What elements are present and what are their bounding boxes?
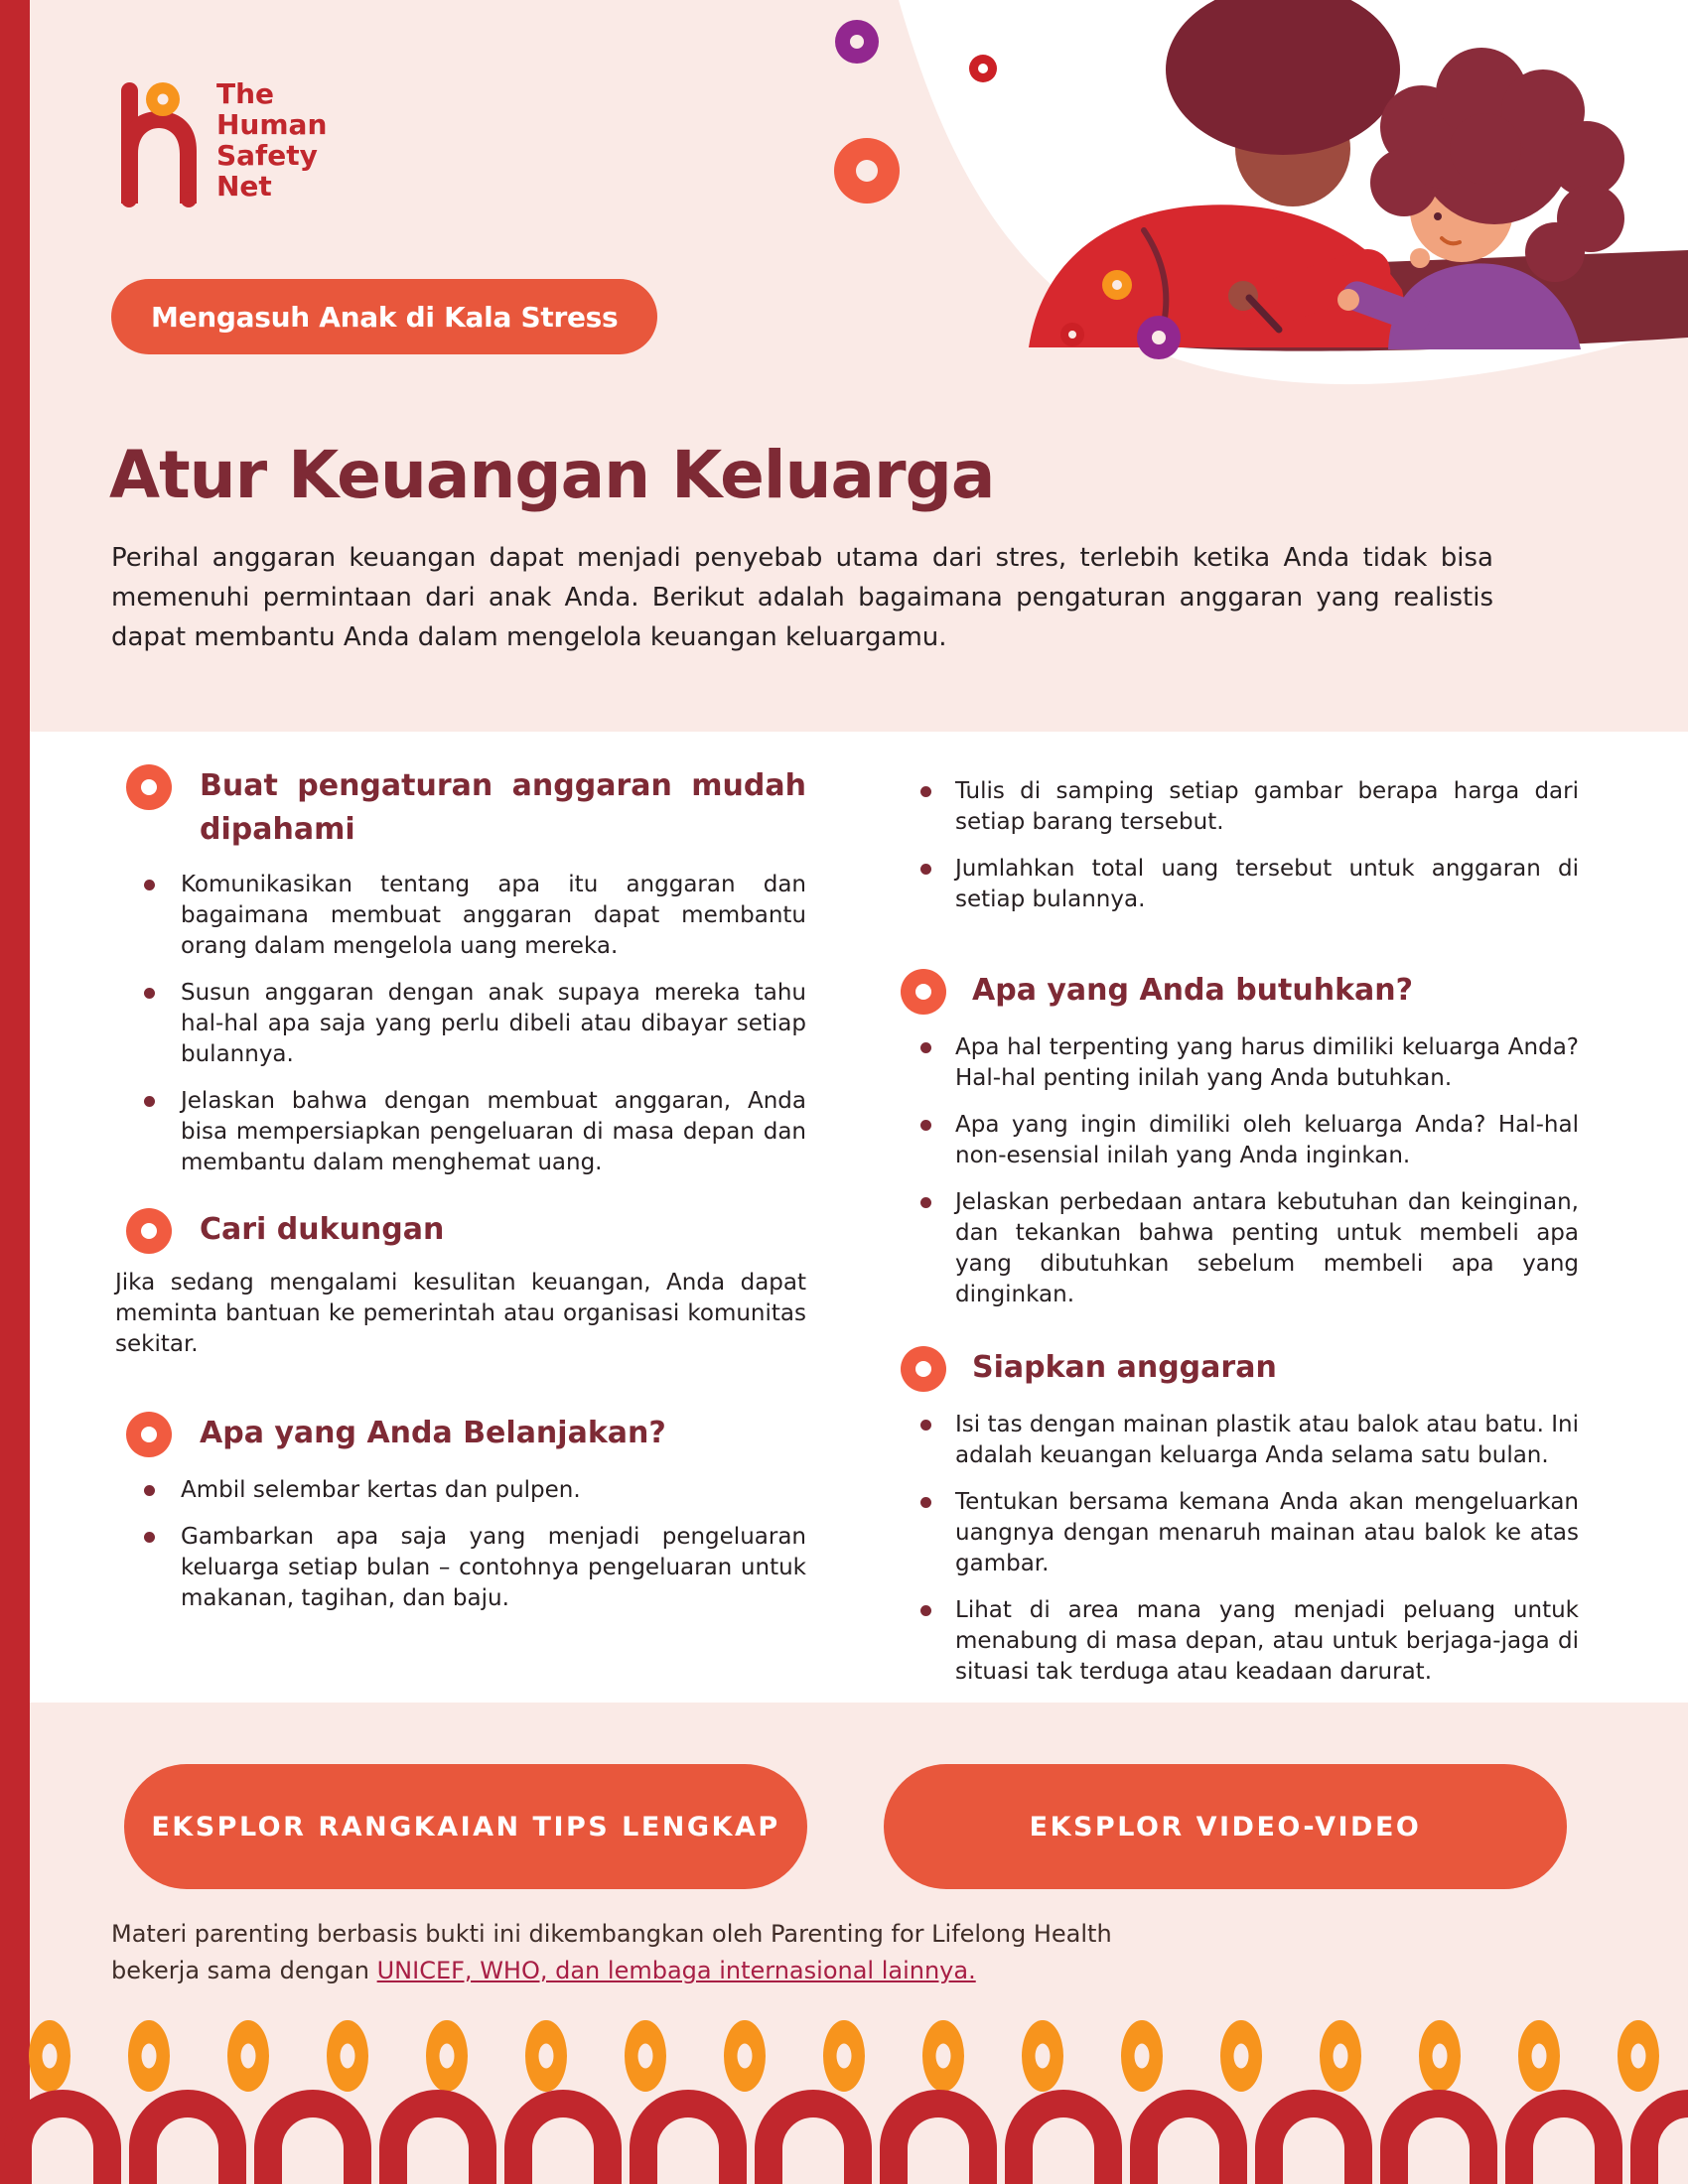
- topic-badge: Mengasuh Anak di Kala Stress: [111, 279, 657, 354]
- donut-bullet-icon: [126, 764, 172, 810]
- bullet-list: [894, 1410, 1579, 1688]
- bullet-item: Jelaskan bahwa dengan membuat anggaran, Anda bisa mempersiapkan pengeluaran di masa depan dan membantu dalam menghemat uang.: [111, 1086, 806, 1178]
- footer-line1: Materi parenting berbasis bukti ini dikembangkan oleh Parenting for Lifelong Health: [111, 1920, 1112, 1948]
- section-budget-easy: [111, 764, 806, 1178]
- explore-tips-button[interactable]: EKSPLOR RANGKAIAN TIPS LENGKAP: [124, 1764, 807, 1889]
- logo-line: Safety: [216, 139, 318, 172]
- section-header: [894, 969, 1579, 1015]
- hero-illustration: [596, 0, 1688, 417]
- logo-line: Human: [216, 108, 328, 141]
- bullet-item: Gambarkan apa saja yang menjadi pengeluaran keluarga setiap bulan – contohnya pengeluaran untuk makanan, tagihan, dan baju.: [111, 1522, 806, 1614]
- bullet-item: Tentukan bersama kemana Anda akan mengeluarkan uangnya dengan menaruh mainan atau balok ke atas gambar.: [894, 1487, 1579, 1579]
- logo-wordmark: [216, 78, 327, 202]
- bullet-item: Jelaskan perbedaan antara kebutuhan dan keinginan, dan tekankan bahwa penting untuk membeli apa yang dibutuhkan sebelum membeli apa yang dinginkan.: [894, 1187, 1579, 1310]
- donut-bullet-icon: [126, 1208, 172, 1254]
- section-heading: Siapkan anggaran: [972, 1350, 1277, 1385]
- section-what-you-spend: [111, 1412, 806, 1614]
- donut-bullet-icon: [126, 1412, 172, 1457]
- bullet-list: [894, 776, 1579, 915]
- section-header: [126, 1412, 806, 1457]
- footer-credit: [111, 1916, 1521, 1989]
- bullet-list: [111, 870, 806, 1178]
- explore-videos-button[interactable]: EKSPLOR VIDEO-VIDEO: [884, 1764, 1567, 1889]
- section-paragraph: Jika sedang mengalami kesulitan keuangan, Anda dapat meminta bantuan ke pemerintah atau organisasi komunitas sekitar.: [115, 1270, 806, 1357]
- section-heading: Apa yang Anda Belanjakan?: [200, 1416, 666, 1450]
- bullet-item: Susun anggaran dengan anak supaya mereka tahu hal-hal apa saja yang perlu dibeli atau dibayar setiap bulannya.: [111, 978, 806, 1070]
- bullet-item: Tulis di samping setiap gambar berapa harga dari setiap barang tersebut.: [894, 776, 1579, 838]
- left-column: [111, 764, 806, 1630]
- arch-row: [18, 2104, 1688, 2184]
- section-heading: Cari dukungan: [200, 1212, 445, 1247]
- bullet-item: Apa hal terpenting yang harus dimiliki keluarga Anda? Hal-hal penting inilah yang Anda butuhkan.: [894, 1032, 1579, 1094]
- section-heading: Buat pengaturan anggaran mudah dipahami: [200, 768, 806, 847]
- bullet-item: Apa yang ingin dimiliki oleh keluarga Anda? Hal-hal non-esensial inilah yang Anda inginkan.: [894, 1110, 1579, 1171]
- section-find-support: [111, 1208, 806, 1360]
- section-heading: Apa yang Anda butuhkan?: [972, 973, 1414, 1008]
- logo-line: The: [216, 77, 275, 110]
- bottom-border-decoration: [0, 2015, 1688, 2184]
- section-header: [894, 1346, 1579, 1392]
- right-column: [894, 776, 1579, 1704]
- logo-h-icon: [109, 74, 218, 213]
- donut-bullet-icon: [901, 969, 946, 1015]
- page-title: Atur Keuangan Keluarga: [109, 437, 995, 514]
- donut-row: [29, 2020, 1659, 2092]
- section-header: [126, 1208, 806, 1254]
- intro-paragraph: Perihal anggaran keuangan dapat menjadi penyebab utama dari stres, terlebih ketika Anda tidak bisa memenuhi permintaan dari anak Anda. Berikut adalah bagaimana pengaturan anggaran yang realistis dapat membantu Anda dalam mengelola keuangan keluargamu.: [111, 543, 1493, 652]
- bullet-list: [111, 1475, 806, 1614]
- logo-line: Net: [216, 170, 272, 203]
- section-what-you-need: [894, 969, 1579, 1310]
- bullet-item: Komunikasikan tentang apa itu anggaran dan bagaimana membuat anggaran dapat membantu orang dalam mengelola uang mereka.: [111, 870, 806, 962]
- bullet-item: Jumlahkan total uang tersebut untuk anggaran di setiap bulannya.: [894, 854, 1579, 915]
- footer-line2-prefix: bekerja sama dengan: [111, 1957, 377, 1984]
- footer-line2: [111, 1953, 1521, 1989]
- bullet-item: Lihat di area mana yang menjadi peluang untuk menabung di masa depan, atau untuk berjaga-jaga di situasi tak terduga atau keadaan darurat.: [894, 1595, 1579, 1688]
- donut-bullet-icon: [901, 1346, 946, 1392]
- logo: [109, 74, 427, 213]
- footer-partners-link[interactable]: UNICEF, WHO, dan lembaga internasional lainnya.: [376, 1957, 976, 1984]
- bullet-list: [894, 1032, 1579, 1310]
- section-prepare-budget: [894, 1346, 1579, 1688]
- section-header: [126, 764, 806, 852]
- left-accent-bar: [0, 0, 30, 2184]
- bullet-item: Ambil selembar kertas dan pulpen.: [111, 1475, 806, 1506]
- bullet-item: Isi tas dengan mainan plastik atau balok atau batu. Ini adalah keuangan keluarga Anda selama satu bulan.: [894, 1410, 1579, 1471]
